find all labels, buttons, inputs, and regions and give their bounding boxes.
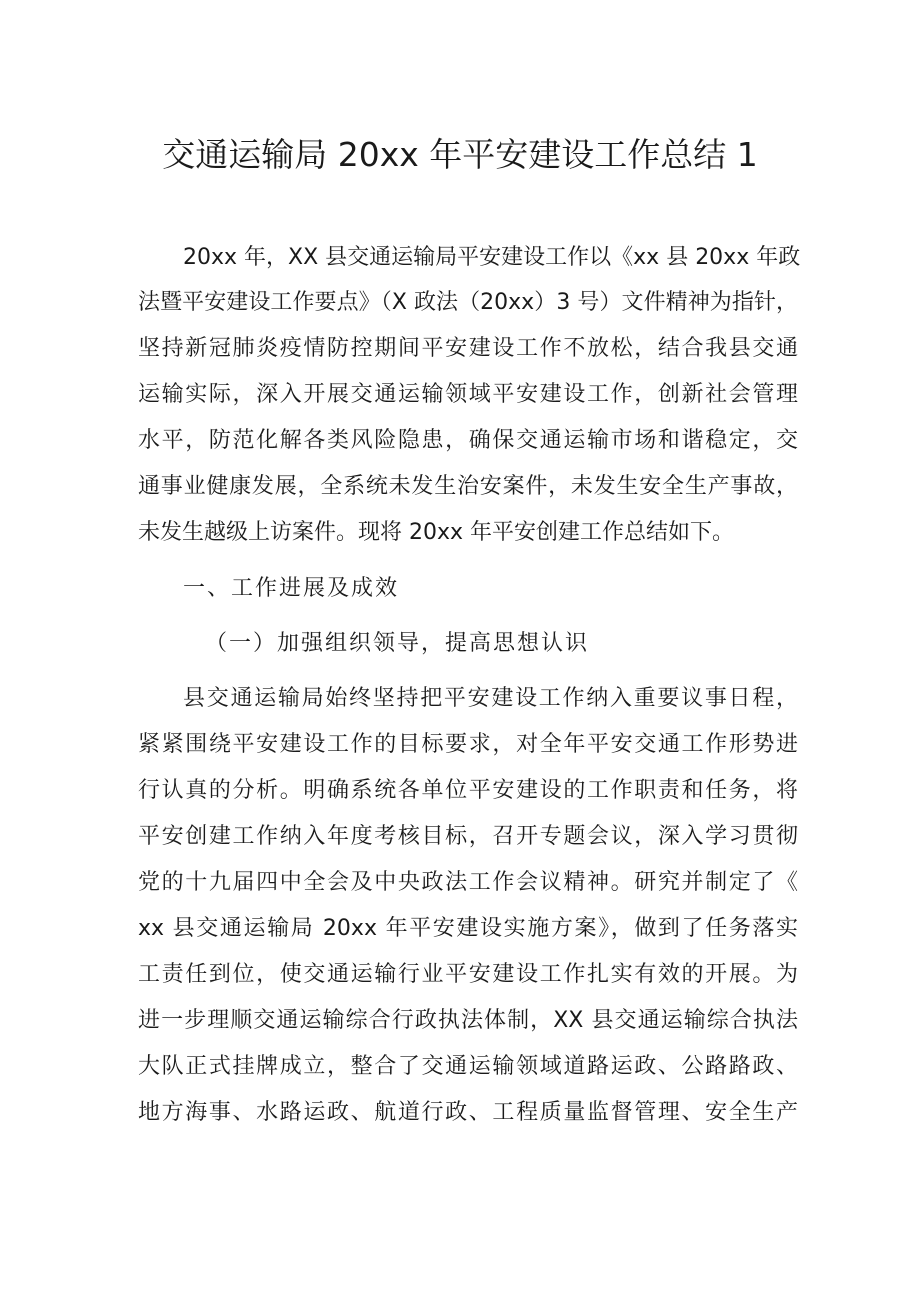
paragraph-line: 未发生越级上访案件。现将 20xx 年平安创建工作总结如下。 <box>138 520 735 545</box>
paragraph-line: 紧紧围绕平安建设工作的目标要求，对全年平安交通工作形势进 <box>138 732 798 757</box>
section-heading: 一、工作进展及成效 <box>183 576 400 601</box>
paragraph-line: 行认真的分析。明确系统各单位平安建设的工作职责和任务，将 <box>138 778 798 803</box>
paragraph-line: 法暨平安建设工作要点》（X 政法（20xx）3 号）文件精神为指针， <box>138 290 798 315</box>
paragraph-line: 县交通运输局始终坚持把平安建设工作纳入重要议事日程， <box>183 686 798 711</box>
paragraph-line: 运输实际，深入开展交通运输领域平安建设工作，创新社会管理 <box>138 382 798 407</box>
paragraph-line: 平安创建工作纳入年度考核目标，召开专题会议，深入学习贯彻 <box>138 824 798 849</box>
paragraph-line: 坚持新冠肺炎疫情防控期间平安建设工作不放松，结合我县交通 <box>138 336 798 361</box>
paragraph-line: 大队正式挂牌成立，整合了交通运输领域道路运政、公路路政、 <box>138 1054 798 1079</box>
paragraph-line: 20xx 年，XX 县交通运输局平安建设工作以《xx 县 20xx 年政 <box>183 245 801 270</box>
subsection-heading: （一）加强组织领导，提高思想认识 <box>205 631 590 656</box>
paragraph-line: 地方海事、水路运政、航道行政、工程质量监督管理、安全生产 <box>138 1100 798 1125</box>
paragraph-line: 工责任到位，使交通运输行业平安建设工作扎实有效的开展。为 <box>138 962 798 987</box>
document-title: 交通运输局 20xx 年平安建设工作总结 1 <box>162 135 758 174</box>
paragraph-line: 水平，防范化解各类风险隐患，确保交通运输市场和谐稳定，交 <box>138 428 798 453</box>
paragraph-line: 进一步理顺交通运输综合行政执法体制，XX 县交通运输综合执法 <box>138 1008 798 1033</box>
paragraph-line: xx 县交通运输局 20xx 年平安建设实施方案》，做到了任务落实 <box>138 916 798 941</box>
paragraph-line: 党的十九届四中全会及中央政法工作会议精神。研究并制定了《 <box>138 870 798 895</box>
paragraph-line: 通事业健康发展，全系统未发生治安案件，未发生安全生产事故， <box>138 474 798 499</box>
